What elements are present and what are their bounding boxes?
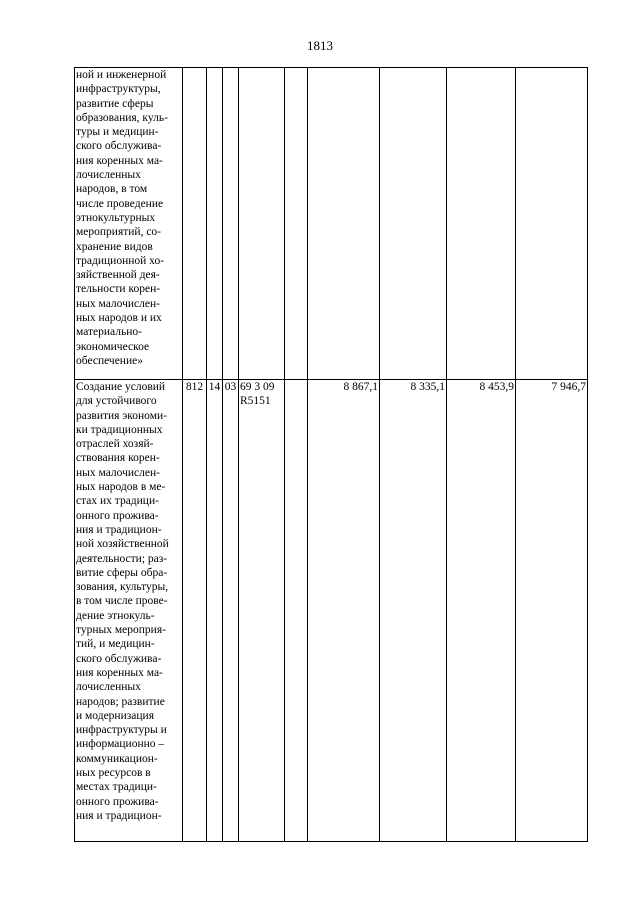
amount-4-cell	[516, 68, 588, 380]
ministry-cell: 812	[183, 380, 207, 842]
subsection-cell: 03	[223, 380, 239, 842]
section-cell: 14	[207, 380, 223, 842]
subsection-cell	[223, 68, 239, 380]
section-cell	[207, 68, 223, 380]
target-article-cell: 69 3 09 R5151	[239, 380, 285, 842]
expense-type-cell	[285, 380, 308, 842]
table-row	[75, 380, 588, 842]
target-article-cell	[239, 68, 285, 380]
amount-1-cell	[308, 68, 380, 380]
amount-4-cell: 7 946,7	[516, 380, 588, 842]
ministry-cell	[183, 68, 207, 380]
table-row	[75, 68, 588, 380]
amount-1-cell: 8 867,1	[308, 380, 380, 842]
page-number: 1813	[307, 38, 333, 53]
amount-3-cell	[447, 68, 516, 380]
amount-3-cell: 8 453,9	[447, 380, 516, 842]
expense-type-cell	[285, 68, 308, 380]
description-cell: Создание условий для устойчивого развития экономи- ки традиционных отраслей хозяй- ствования корен- ных малочислен- ных народов в ме- стах их традици- онного прожива- ния и традицион- ной хозяйственной деятельности; раз- витие сферы обра- зования, культуры, в том числе прове- дение этнокуль- турных мероприя- тий, и медицин- ского обслужива- ния коренных ма- лочисленных народов; развитие и модернизация инфраструктуры и информационно – коммуникацион- ных ресурсов в местах традици- онного прожива- ния и традицион-	[75, 380, 183, 842]
budget-table	[74, 67, 588, 842]
description-cell: ной и инженерной инфраструктуры, развитие сферы образования, куль- туры и медицин- ского обслужива- ния коренных ма- лочисленных народов, в том числе проведение этнокультурных мероприятий, со- хранение видов традиционной хо- зяйственной дея- тельности корен- ных малочислен- ных народов и их материально- экономическое обеспечение»	[75, 68, 183, 380]
amount-2-cell: 8 335,1	[380, 380, 447, 842]
amount-2-cell	[380, 68, 447, 380]
